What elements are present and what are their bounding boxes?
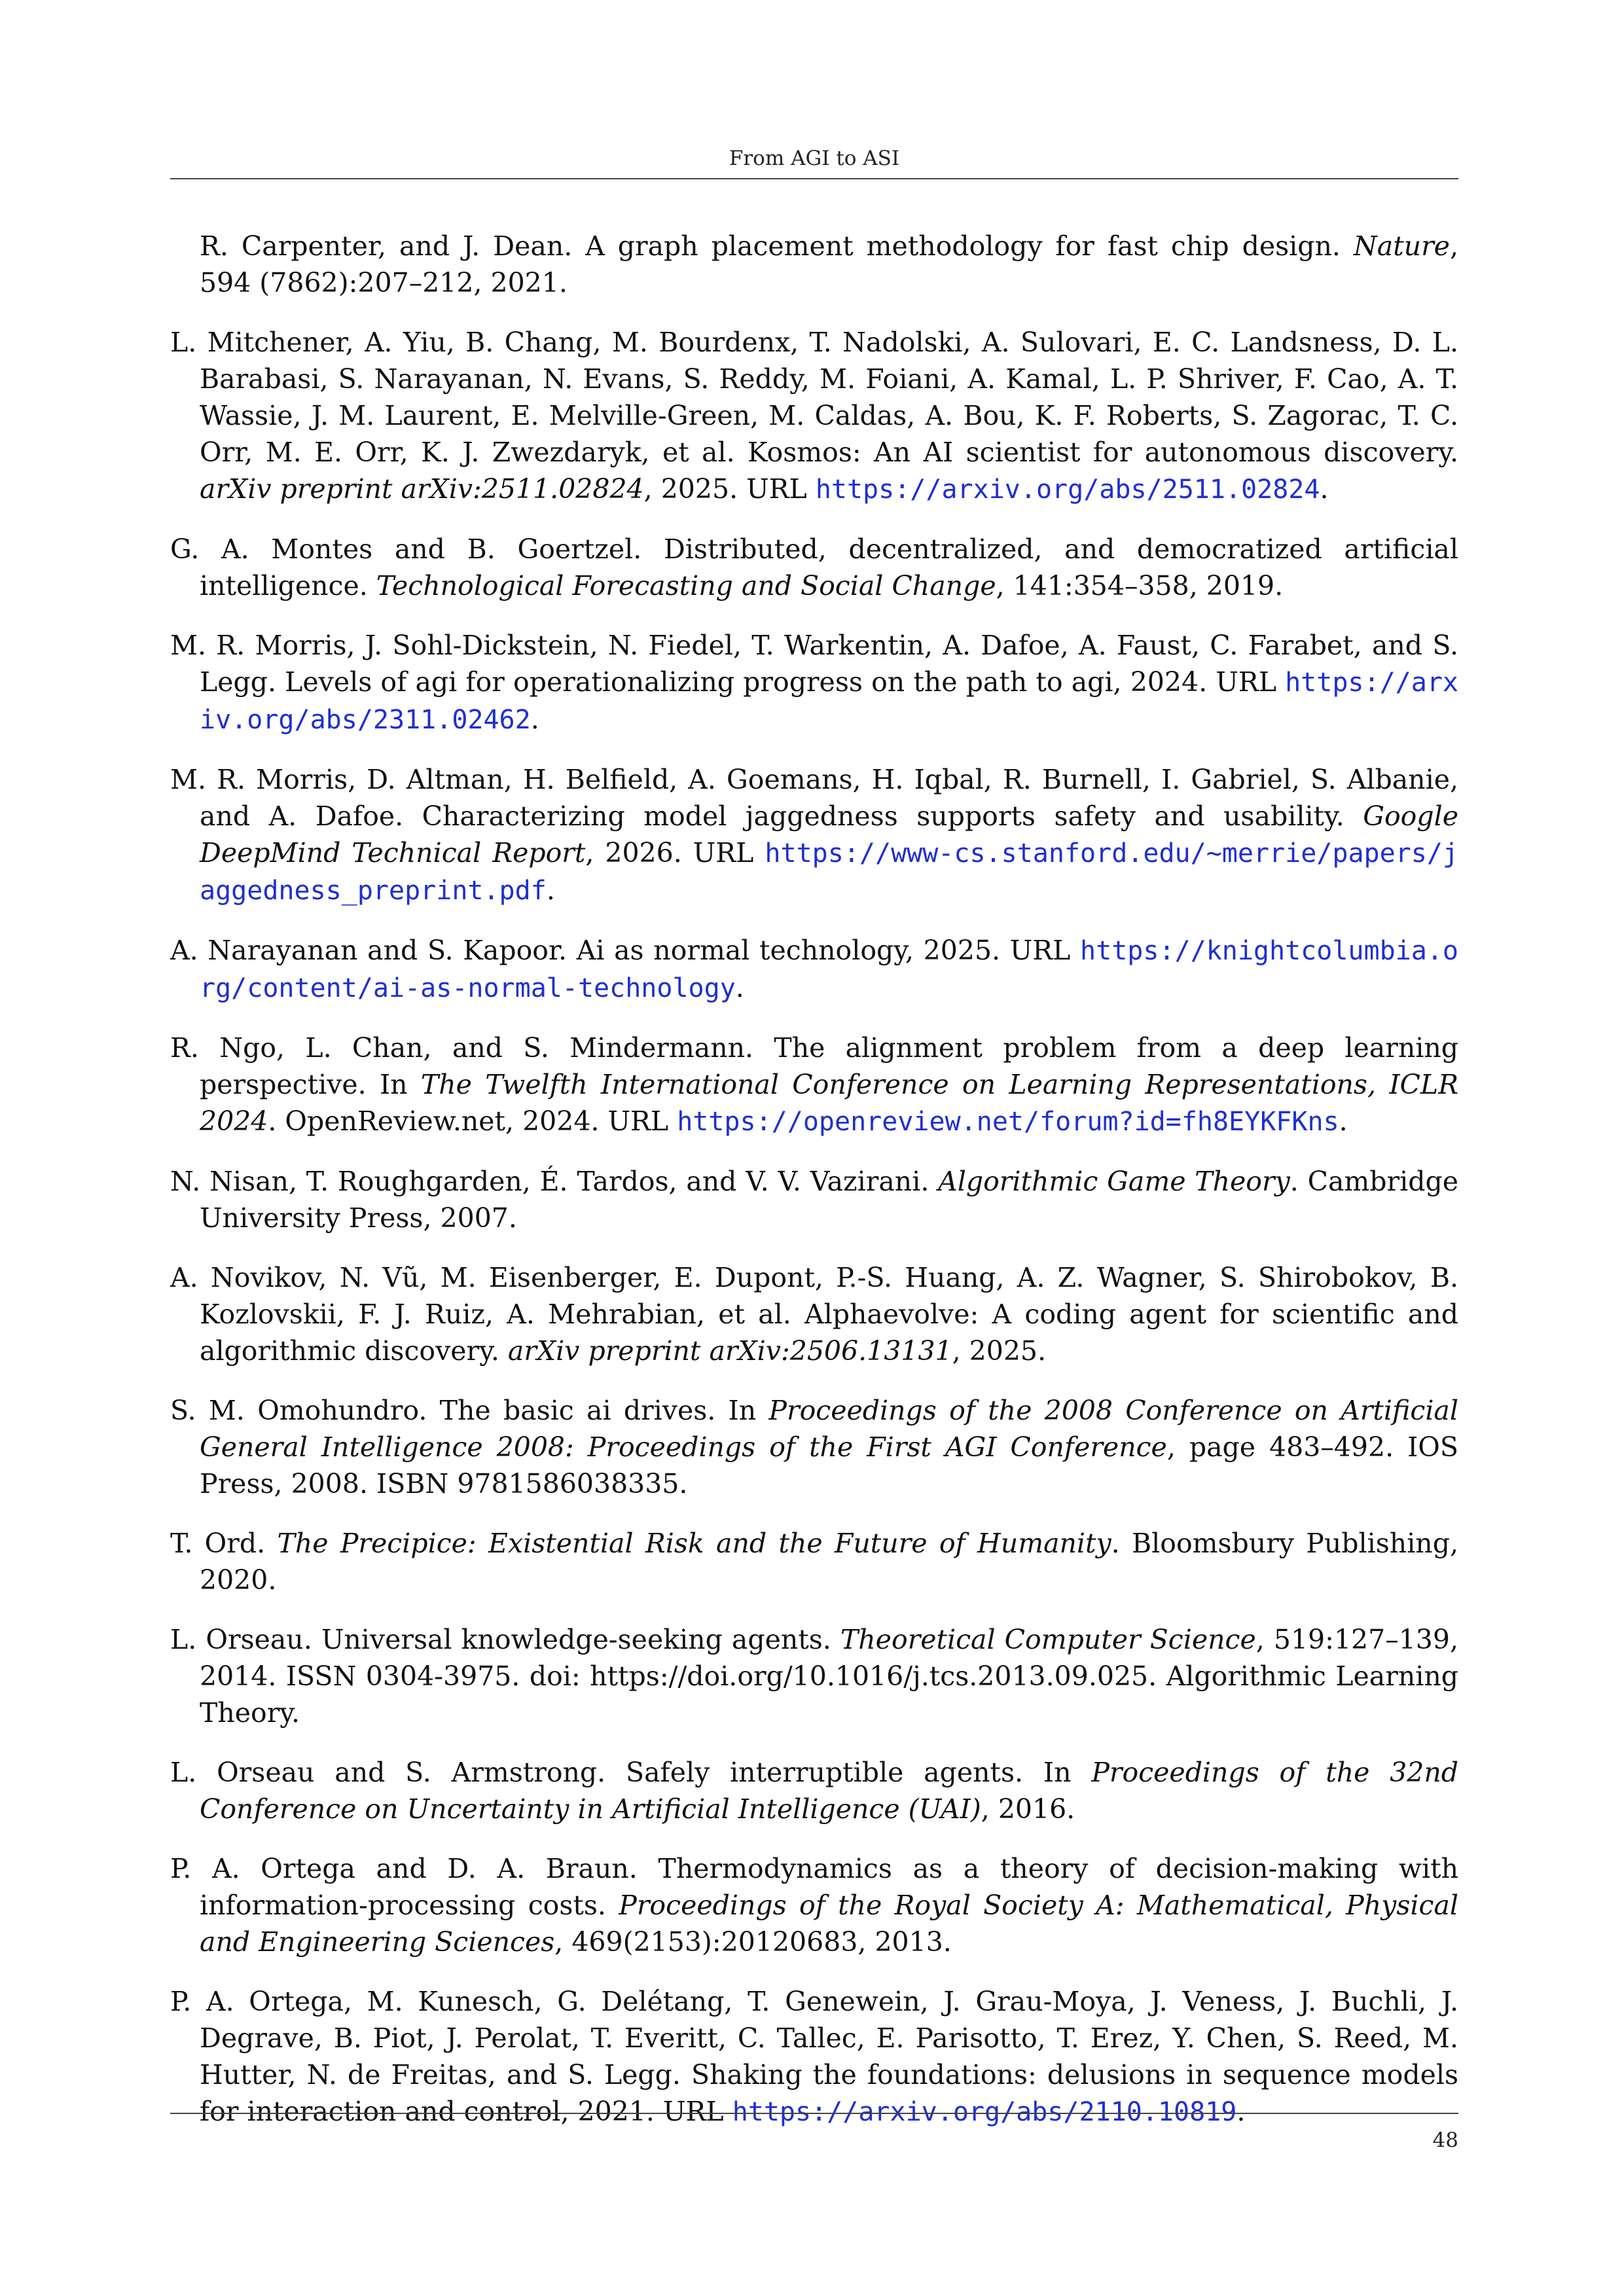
reference-text: M. R. Morris, D. Altman, H. Belfield, A. Goemans, H. Iqbal, R. Burnell, I. Gabriel, S. Albanie, and A. Dafoe. Characterizing model jaggedness supports safety and usability. xyxy=(170,764,1458,832)
reference-venue: Technological Forecasting and Social Change xyxy=(376,570,996,601)
reference-list xyxy=(170,228,1458,2153)
reference-text: L. Orseau and S. Armstrong. Safely interruptible agents. In xyxy=(170,1757,1092,1788)
reference-entry xyxy=(170,1754,1458,1827)
reference-text: R. Ngo, L. Chan, and S. Mindermann. The alignment problem from a deep learning perspective. In xyxy=(170,1032,1458,1100)
reference-details: , 469(2153):20120683, 2013. xyxy=(554,1926,952,1958)
reference-entry: P. A. Ortega, M. Kunesch, G. Delétang, T. Genewein, J. Grau-Moya, J. Veness, J. Buchli, J. Degrave, B. Piot, J. Perolat, T. Everitt, C. Tallec, E. Parisotto, T. Erez, Y. Chen, S. Reed, M. Hutter, N. de Freitas, and S. Legg. Shaking the foundations: delusions in sequence models for interaction and control, 2021. URL https://arxiv.org/abs/2110.10819. xyxy=(170,1986,1458,2127)
reference-text: R. Carpenter, and J. Dean. A graph placement methodology for fast chip design. xyxy=(200,230,1354,262)
reference-venue: Nature xyxy=(1353,230,1450,262)
footer-rule xyxy=(170,2113,1458,2114)
reference-venue: Proceedings of the 2008 Conference on Artificial General Intelligence 2008: Proceedings of the First AGI Conference xyxy=(200,1395,1458,1463)
reference-url-link[interactable]: https://arxiv.org/abs/2110.10819 xyxy=(732,2097,1237,2127)
reference-url-link[interactable]: https://openreview.net/forum?id=fh8EYKFKns xyxy=(677,1107,1339,1137)
reference-text: G. A. Montes and B. Goertzel. Distributed, decentralized, and democratized artificial intelligence. xyxy=(170,533,1458,601)
header-rule xyxy=(170,178,1458,179)
reference-entry: M. R. Morris, D. Altman, H. Belfield, A. Goemans, H. Iqbal, R. Burnell, I. Gabriel, S. Albanie, and A. Dafoe. Characterizing model jaggedness supports safety and usability. Google DeepMind Technical Report, 2026. URL https://www-cs.stanford.edu/~merrie/papers/jaggedness_preprint.pdf. xyxy=(170,764,1459,906)
reference-details: , 519:127–139, 2014. ISSN 0304-3975. doi: https://doi.org/10.1016/j.tcs.2013.09.025. Algorithmic Learning Theory. xyxy=(200,1624,1459,1729)
reference-details: , 2025. URL xyxy=(643,473,816,505)
reference-text: S. M. Omohundro. The basic ai drives. In xyxy=(170,1395,769,1426)
reference-venue: The Precipice: Existential Risk and the Future of Humanity xyxy=(277,1528,1111,1559)
reference-text: A. Narayanan and S. Kapoor. Ai as normal technology, 2025. URL xyxy=(170,935,1081,966)
reference-details: . Cambridge University Press, 2007. xyxy=(200,1166,1458,1234)
reference-text: A. Novikov, N. Vũ, M. Eisenberger, E. Dupont, P.-S. Huang, A. Z. Wagner, S. Shirobokov, B. Kozlovskii, F. J. Ruiz, A. Mehrabian, et al. Alphaevolve: A coding agent for scientific and algorithmic discovery. xyxy=(170,1262,1458,1367)
reference-venue: arXiv preprint arXiv:2506.13131 xyxy=(507,1335,952,1367)
reference-details: , 2026. URL xyxy=(585,837,765,869)
reference-text: T. Ord. xyxy=(170,1528,278,1559)
reference-details: . OpenReview.net, 2024. URL xyxy=(268,1105,677,1137)
reference-venue: Proceedings of the Royal Society A: Mathematical, Physical and Engineering Sciences xyxy=(200,1890,1458,1958)
reference-entry: L. Mitchener, A. Yiu, B. Chang, M. Bourdenx, T. Nadolski, A. Sulovari, E. C. Landsness, D. L. Barabasi, S. Narayanan, N. Evans, S. Reddy, M. Foiani, A. Kamal, L. P. Shriver, F. Cao, A. T. Wassie, J. M. Laurent, E. Melville-Green, M. Caldas, A. Bou, K. F. Roberts, S. Zagorac, T. C. Orr, M. E. Orr, K. J. Zwezdaryk, et al. Kosmos: An AI scientist for autonomous discovery. arXiv preprint arXiv:2511.02824, 2025. URL https://arxiv.org/abs/2511.02824. xyxy=(170,327,1458,505)
reference-text: P. A. Ortega, M. Kunesch, G. Delétang, T. Genewein, J. Grau-Moya, J. Veness, J. Buchli, J. Degrave, B. Piot, J. Perolat, T. Everitt, C. Tallec, E. Parisotto, T. Erez, Y. Chen, S. Reed, M. Hutter, N. de Freitas, and S. Legg. Shaking the foundations: delusions in sequence models for interaction and control, 2021. URL xyxy=(170,1986,1458,2127)
reference-entry xyxy=(170,1392,1458,1502)
reference-text: N. Nisan, T. Roughgarden, É. Tardos, and V. V. Vazirani. xyxy=(170,1166,939,1197)
reference-venue: arXiv preprint arXiv:2511.02824 xyxy=(200,473,644,505)
reference-url-link[interactable]: https://www-cs.stanford.edu/~merrie/papers/jaggedness_preprint.pdf xyxy=(200,838,1459,906)
reference-entry xyxy=(170,1259,1458,1369)
reference-details: , page 483–492. IOS Press, 2008. ISBN 9781586038335. xyxy=(200,1431,1458,1499)
reference-details: . Bloomsbury Publishing, 2020. xyxy=(200,1528,1458,1596)
reference-url-link[interactable]: https://arxiv.org/abs/2511.02824 xyxy=(815,475,1320,505)
reference-entry: A. Narayanan and S. Kapoor. Ai as normal technology, 2025. URL https://knightcolumbia.org/content/ai-as-normal-technology. xyxy=(170,935,1458,1003)
reference-entry xyxy=(170,531,1458,604)
reference-url-link[interactable]: https://arxiv.org/abs/2311.02462 xyxy=(200,668,1458,735)
reference-venue: Google DeepMind Technical Report xyxy=(200,800,1458,869)
reference-entry xyxy=(170,1525,1458,1598)
reference-details: , 141:354–358, 2019. xyxy=(996,570,1284,601)
reference-entry: M. R. Morris, J. Sohl-Dickstein, N. Fiedel, T. Warkentin, A. Dafoe, A. Faust, C. Farabet, and S. Legg. Levels of agi for operationalizing progress on the path to agi, 2024. URL https://arxiv.org/abs/2311.02462. xyxy=(170,630,1458,735)
reference-entry xyxy=(170,1163,1458,1236)
reference-details: , 2025. xyxy=(952,1335,1047,1367)
reference-text: L. Mitchener, A. Yiu, B. Chang, M. Bourdenx, T. Nadolski, A. Sulovari, E. C. Landsness, D. L. Barabasi, S. Narayanan, N. Evans, S. Reddy, M. Foiani, A. Kamal, L. P. Shriver, F. Cao, A. T. Wassie, J. M. Laurent, E. Melville-Green, M. Caldas, A. Bou, K. F. Roberts, S. Zagorac, T. C. Orr, M. E. Orr, K. J. Zwezdaryk, et al. Kosmos: An AI scientist for autonomous discovery. xyxy=(170,327,1458,468)
running-header: From AGI to ASI xyxy=(729,147,900,170)
reference-venue: Theoretical Computer Science xyxy=(840,1624,1256,1655)
reference-venue: Algorithmic Game Theory xyxy=(938,1166,1290,1197)
reference-details: , 594 (7862):207–212, 2021. xyxy=(200,230,1458,298)
reference-url-link[interactable]: https://knightcolumbia.org/content/ai-as-normal-technology xyxy=(200,936,1458,1003)
reference-entry xyxy=(170,228,1458,301)
reference-text: M. R. Morris, J. Sohl-Dickstein, N. Fiedel, T. Warkentin, A. Dafoe, A. Faust, C. Farabet, and S. Legg. Levels of agi for operationalizing progress on the path to agi, 2024. URL xyxy=(170,630,1458,698)
reference-venue: The Twelfth International Conference on Learning Representations, ICLR 2024 xyxy=(200,1069,1458,1137)
page-number: 48 xyxy=(1432,2128,1458,2152)
reference-entry xyxy=(170,1621,1458,1731)
reference-entry: R. Ngo, L. Chan, and S. Mindermann. The alignment problem from a deep learning perspective. In The Twelfth International Conference on Learning Representations, ICLR 2024. OpenReview.net, 2024. URL https://openreview.net/forum?id=fh8EYKFKns. xyxy=(170,1032,1458,1137)
reference-text: L. Orseau. Universal knowledge-seeking agents. xyxy=(170,1624,840,1655)
reference-text: P. A. Ortega and D. A. Braun. Thermodynamics as a theory of decision-making with information-processing costs. xyxy=(170,1853,1458,1921)
reference-venue: Proceedings of the 32nd Conference on Uncertainty in Artificial Intelligence (UAI) xyxy=(200,1757,1458,1825)
reference-entry xyxy=(170,1850,1458,1960)
reference-details: , 2016. xyxy=(981,1793,1075,1825)
